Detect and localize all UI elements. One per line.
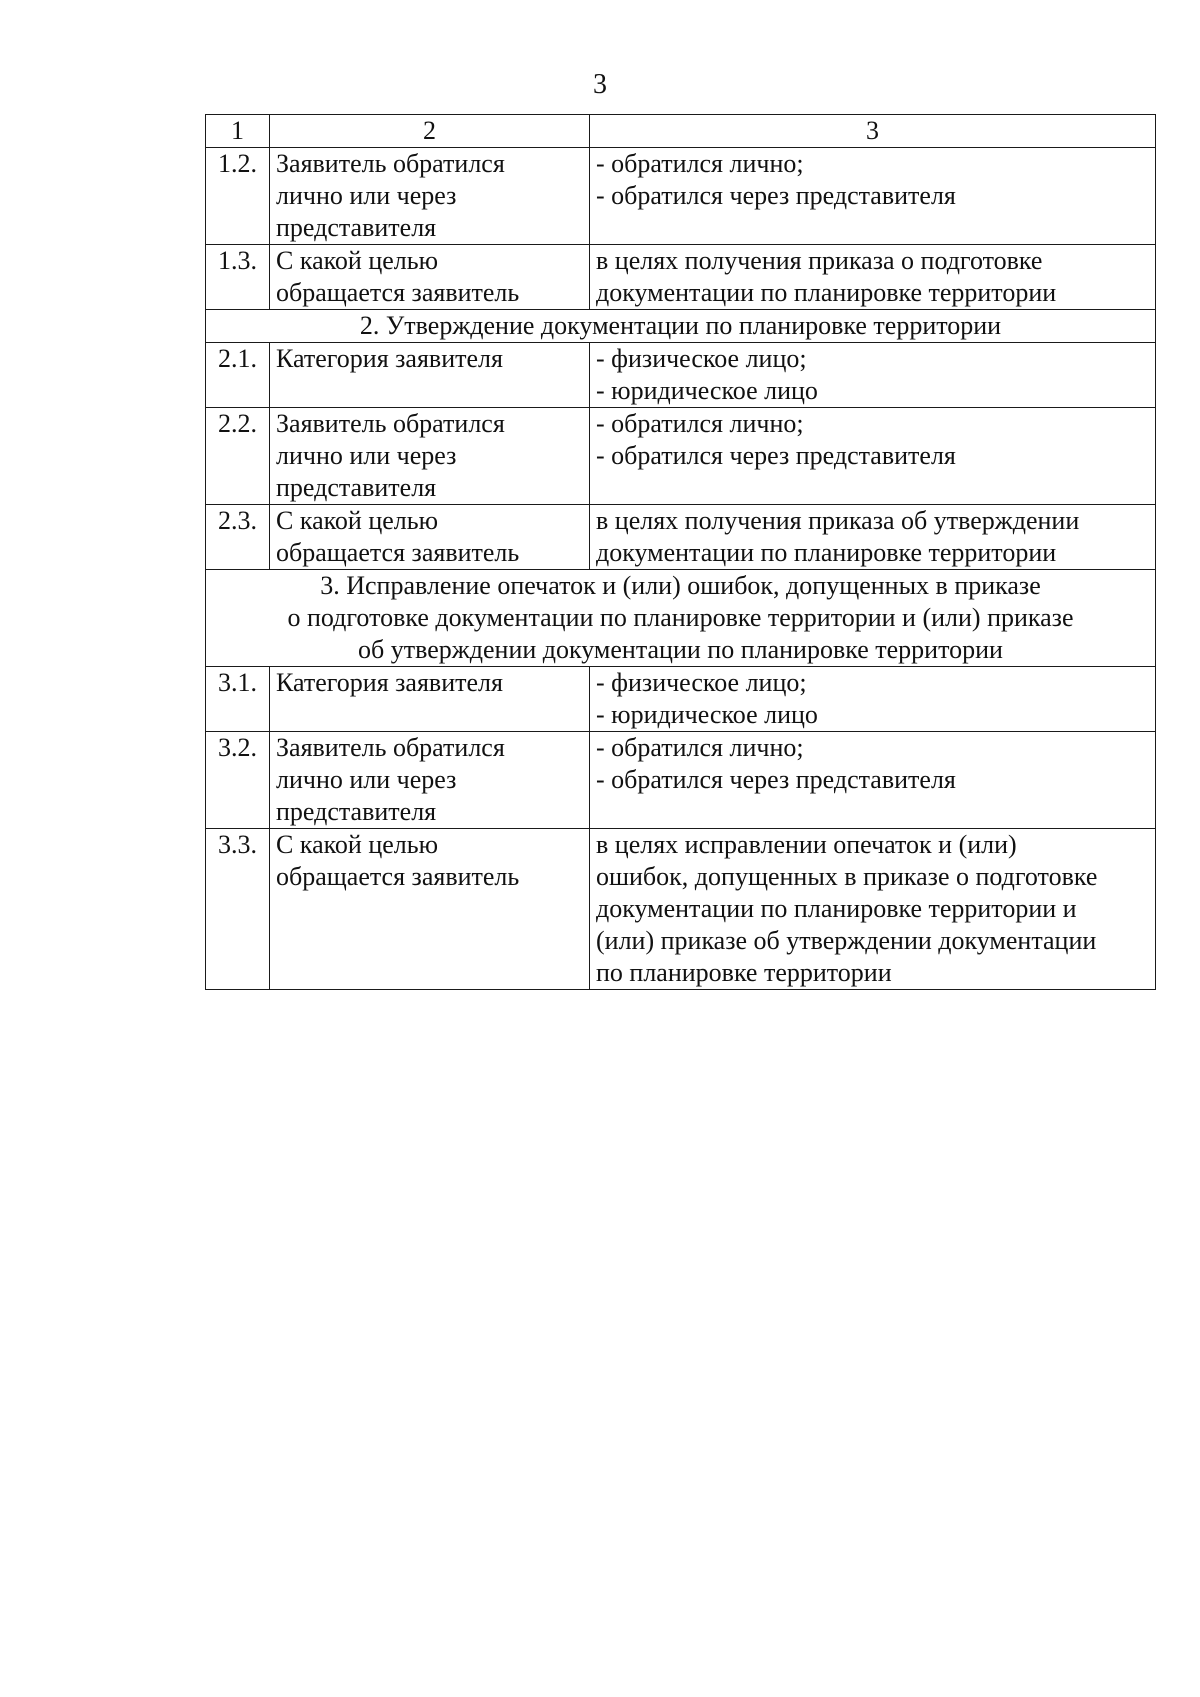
row-number: 1.2. (206, 148, 270, 245)
row-question (270, 245, 590, 310)
answer-line: в целях исправлении опечаток и (или) (596, 830, 1017, 859)
answer-line: по планировке территории (596, 958, 892, 987)
section-title-line: об утверждении документации по планировке территории (358, 635, 1003, 664)
question-line: обращается заявитель (276, 278, 520, 307)
row-number: 3.1. (206, 667, 270, 732)
answer-line: - юридическое лицо (596, 700, 818, 729)
question-line: обращается заявитель (276, 538, 520, 567)
question-line: Заявитель обратился (276, 409, 505, 438)
question-line: лично или через (276, 441, 457, 470)
table-row (206, 343, 1156, 408)
header-col-1: 1 (206, 115, 270, 148)
row-question (270, 667, 590, 732)
question-line: С какой целью (276, 506, 439, 535)
question-line: обращается заявитель (276, 862, 520, 891)
answer-line: в целях получения приказа о подготовке (596, 246, 1043, 275)
header-col-3: 3 (590, 115, 1156, 148)
section-title (206, 310, 1156, 343)
answer-line: документации по планировке территории (596, 278, 1057, 307)
row-number: 3.3. (206, 829, 270, 990)
section-title-line: 3. Исправление опечаток и (или) ошибок, допущенных в приказе (320, 571, 1041, 600)
table-row (206, 408, 1156, 505)
question-line: лично или через (276, 181, 457, 210)
row-number: 3.2. (206, 732, 270, 829)
table-header-row (206, 115, 1156, 148)
answer-line: - физическое лицо; (596, 668, 807, 697)
answer-line: - юридическое лицо (596, 376, 818, 405)
question-line: представителя (276, 213, 437, 242)
question-line: Заявитель обратился (276, 149, 505, 178)
row-answer (590, 245, 1156, 310)
row-question (270, 505, 590, 570)
row-question (270, 343, 590, 408)
answer-line: - обратился через представителя (596, 765, 956, 794)
question-line: представителя (276, 797, 437, 826)
document-table (205, 114, 1156, 990)
question-line: лично или через (276, 765, 457, 794)
table-row (206, 245, 1156, 310)
answer-line: - обратился лично; (596, 733, 804, 762)
question-line: С какой целью (276, 830, 439, 859)
row-answer (590, 343, 1156, 408)
row-answer (590, 505, 1156, 570)
answer-line: - обратился через представителя (596, 441, 956, 470)
row-question (270, 829, 590, 990)
table-row (206, 829, 1156, 990)
row-number: 2.1. (206, 343, 270, 408)
table-row (206, 667, 1156, 732)
table-row (206, 148, 1156, 245)
row-answer (590, 829, 1156, 990)
question-line: Категория заявителя (276, 344, 503, 373)
question-line: С какой целью (276, 246, 439, 275)
answer-line: - обратился лично; (596, 409, 804, 438)
page-number: 3 (593, 69, 607, 100)
table-row (206, 505, 1156, 570)
row-number: 1.3. (206, 245, 270, 310)
row-question (270, 148, 590, 245)
question-line: Категория заявителя (276, 668, 503, 697)
question-line: представителя (276, 473, 437, 502)
row-number: 2.2. (206, 408, 270, 505)
row-answer (590, 732, 1156, 829)
answer-line: ошибок, допущенных в приказе о подготовке (596, 862, 1098, 891)
answer-line: в целях получения приказа об утверждении (596, 506, 1080, 535)
section-title (206, 570, 1156, 667)
section-title-line: 2. Утверждение документации по планировке территории (359, 311, 1002, 340)
row-answer (590, 148, 1156, 245)
header-col-2: 2 (270, 115, 590, 148)
answer-line: - обратился лично; (596, 149, 804, 178)
answer-line: - обратился через представителя (596, 181, 956, 210)
section-title-row (206, 310, 1156, 343)
table-row (206, 732, 1156, 829)
row-answer (590, 408, 1156, 505)
row-number: 2.3. (206, 505, 270, 570)
row-question (270, 732, 590, 829)
section-title-line: о подготовке документации по планировке территории и (или) приказе (287, 603, 1074, 632)
section-title-row (206, 570, 1156, 667)
answer-line: (или) приказе об утверждении документации (596, 926, 1097, 955)
answer-line: документации по планировке территории и (596, 894, 1077, 923)
answer-line: - физическое лицо; (596, 344, 807, 373)
row-answer (590, 667, 1156, 732)
row-question (270, 408, 590, 505)
answer-line: документации по планировке территории (596, 538, 1057, 567)
question-line: Заявитель обратился (276, 733, 505, 762)
